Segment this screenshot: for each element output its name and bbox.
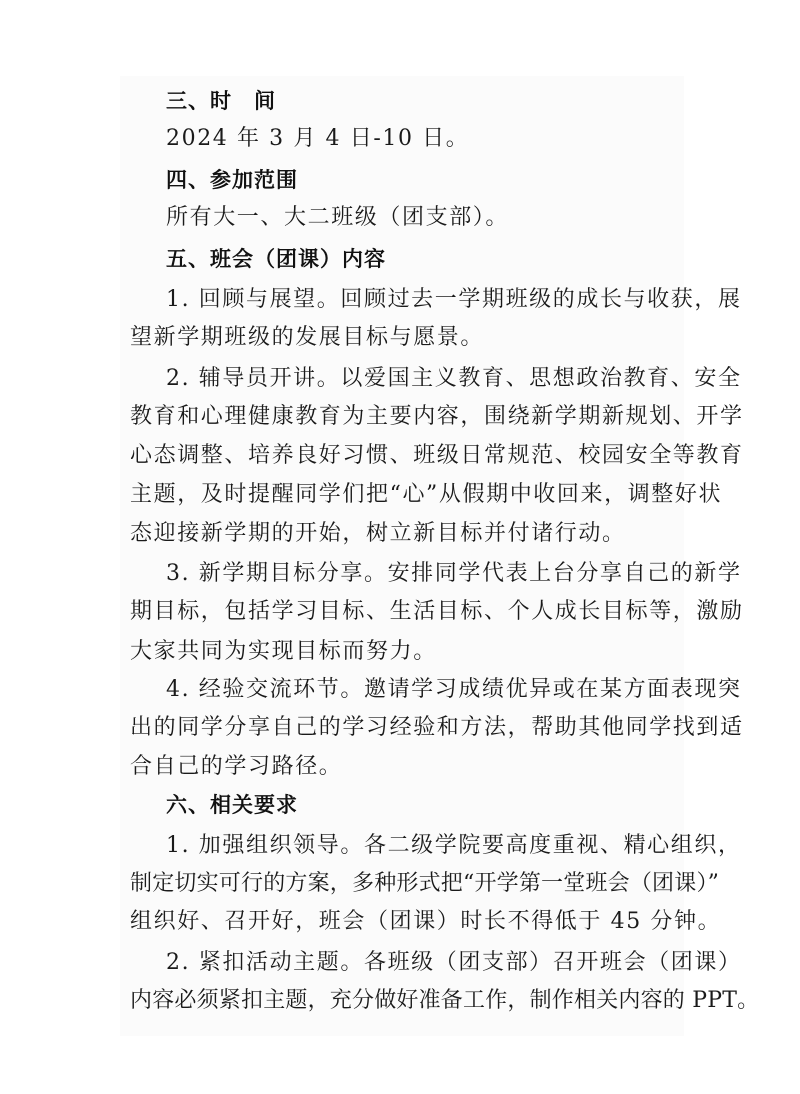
section-heading-scope: 四、参加范围 — [166, 168, 298, 192]
content-item-2-line-5: 态迎接新学期的开始，树立新目标并付诸行动。 — [130, 521, 626, 546]
content-item-1-line-1: 1. 回顾与展望。回顾过去一学期班级的成长与收获，展 — [166, 287, 742, 312]
content-item-2-line-3: 心态调整、培养良好习惯、班级日常规范、校园安全等教育 — [130, 443, 744, 468]
content-item-1-line-2: 望新学期班级的发展目标与愿景。 — [130, 325, 485, 350]
requirement-1-line-3: 组织好、召开好，班会（团课）时长不得低于 45 分钟。 — [130, 909, 722, 934]
content-item-2-line-1: 2. 辅导员开讲。以爱国主义教育、思想政治教育、安全 — [166, 366, 742, 391]
content-item-3-line-2: 期目标，包括学习目标、生活目标、个人成长目标等，激励 — [130, 599, 744, 624]
time-text: 2024 年 3 月 4 日-10 日。 — [166, 126, 470, 151]
section-heading-requirements: 六、相关要求 — [166, 793, 298, 817]
requirement-1-line-2: 制定切实可行的方案，多种形式把“开学第一堂班会（团课）” — [130, 871, 720, 896]
content-item-3-line-3: 大家共同为实现目标而努力。 — [130, 639, 437, 664]
section-heading-time: 三、时 间 — [166, 89, 276, 113]
content-item-3-line-1: 3. 新学期目标分享。安排同学代表上台分享自己的新学 — [166, 561, 742, 586]
scope-text: 所有大一、大二班级（团支部）。 — [166, 205, 510, 230]
section-heading-content: 五、班会（团课）内容 — [166, 247, 386, 271]
requirement-2-line-1: 2. 紧扣活动主题。各班级（团支部）召开班会（团课） — [166, 950, 742, 975]
content-item-4-line-3: 合自己的学习路径。 — [130, 754, 343, 779]
content-item-2-line-4: 主题，及时提醒同学们把“心”从假期中收回来，调整好状 — [130, 482, 723, 507]
requirement-2-line-2: 内容必须紧扣主题，充分做好准备工作，制作相关内容的 PPT。 — [130, 988, 760, 1013]
requirement-1-line-1: 1. 加强组织领导。各二级学院要高度重视、精心组织， — [166, 833, 742, 858]
content-item-4-line-1: 4. 经验交流环节。邀请学习成绩优异或在某方面表现突 — [166, 677, 742, 702]
content-item-2-line-2: 教育和心理健康教育为主要内容，围绕新学期新规划、开学 — [130, 404, 744, 429]
content-item-4-line-2: 出的同学分享自己的学习经验和方法，帮助其他同学找到适 — [130, 715, 744, 740]
